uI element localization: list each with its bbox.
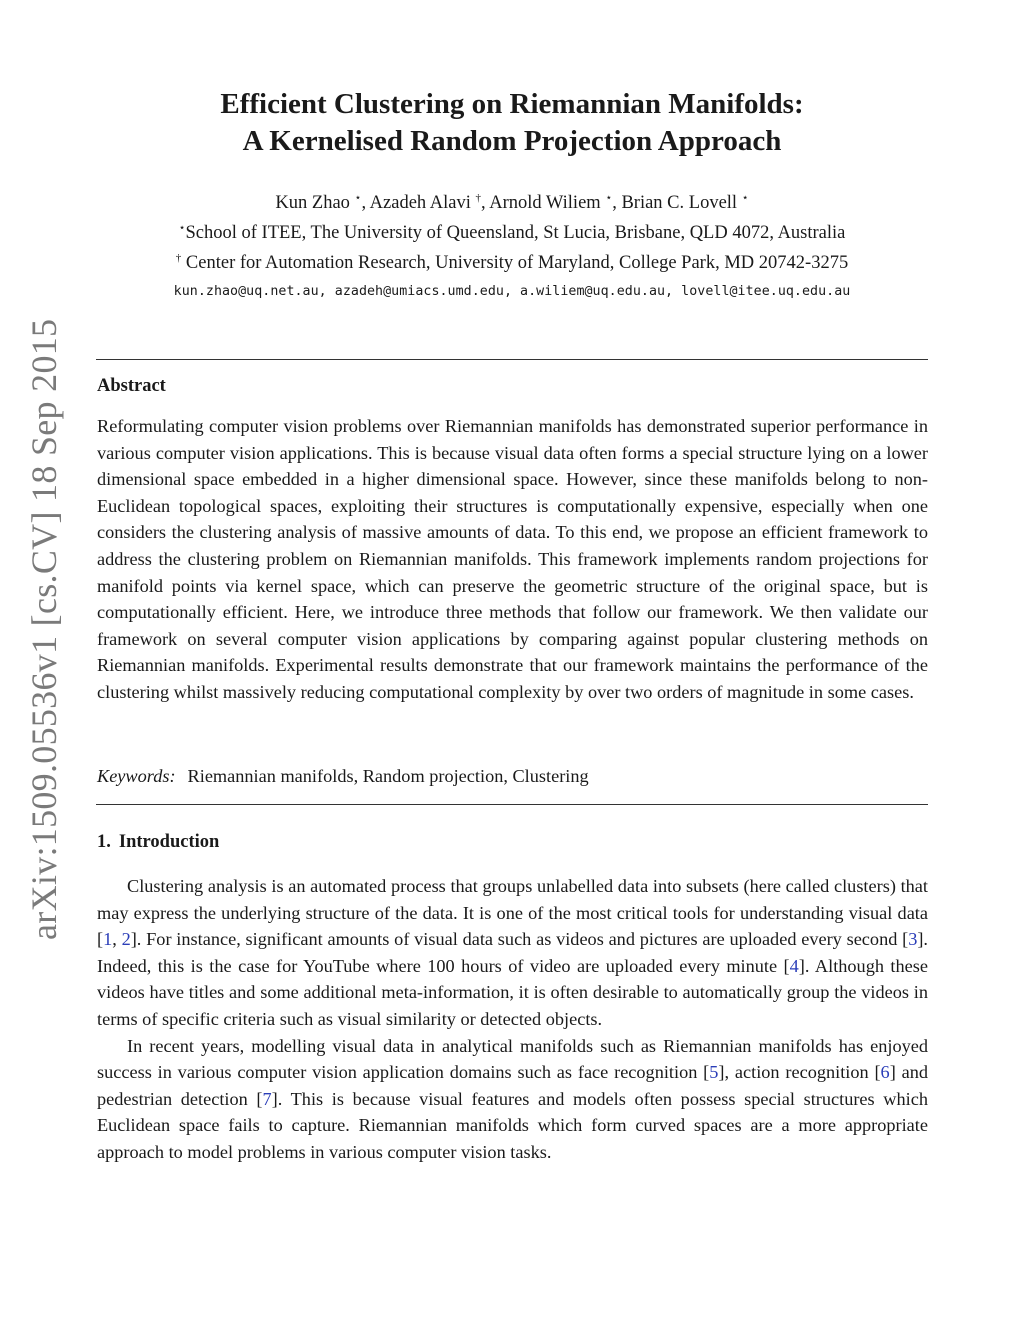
paper-title-line-1: Efficient Clustering on Riemannian Manifolds: xyxy=(220,88,804,120)
paragraph-text: ]. Indeed, this is the case for YouTube where 100 hours of video are uploaded every minute [ xyxy=(97,929,929,976)
section-title: Introduction xyxy=(118,832,220,852)
author-separator: , xyxy=(481,193,490,214)
affiliation-mark: ⋆ xyxy=(741,192,749,204)
affiliation-mark: † xyxy=(475,192,481,204)
author-name: Azadeh Alavi xyxy=(369,193,471,214)
author-emails: kun.zhao@uq.net.au, azadeh@umiacs.umd.edu, a.wiliem@uq.edu.au, lovell@itee.uq.edu.au xyxy=(173,284,851,300)
citation-link[interactable]: 3 xyxy=(908,929,918,950)
abstract-heading: Abstract xyxy=(97,376,166,396)
author-list xyxy=(96,186,928,216)
paragraph-text: , xyxy=(112,929,122,950)
author-separator: , xyxy=(361,193,370,214)
citation-link[interactable]: 2 xyxy=(121,929,131,950)
citation-link[interactable]: 7 xyxy=(262,1088,272,1109)
paragraph-text: ]. For instance, significant amounts of visual data such as videos and pictures are uploaded every second [ xyxy=(130,929,909,950)
abstract-top-rule xyxy=(96,359,928,360)
arxiv-identifier-stamp: arXiv:1509.05536v1 [cs.CV] 18 Sep 2015 xyxy=(24,318,64,940)
abstract-text: Reformulating computer vision problems over Riemannian manifolds has demonstrated superior performance in various computer vision applications. This is because visual data often forms a special structure lying on a lower dimensional space embedded in a higher dimensional space. However, since these manifolds belong to non-Euclidean topological spaces, exploiting their structures is computationally expensive, especially when one considers the clustering analysis of massive amounts of data. To this end, we propose an efficient framework to address the clustering problem on Riemannian manifolds. This framework implements random projections for manifold points via kernel space, which can preserve the geometric structure of the original space, but is computationally efficient. Here, we introduce three methods that follow our framework. We then validate our framework on several computer vision applications by comparing against popular clustering methods on Riemannian manifolds. Experimental results demonstrate that our framework maintains the performance of the clustering whilst massively reducing computational complexity by over two orders of magnitude in some cases. xyxy=(97,416,928,702)
paper-title-line-2: A Kernelised Random Projection Approach xyxy=(242,125,782,157)
keywords-label: Keywords: xyxy=(97,766,176,786)
authors-block xyxy=(96,186,928,304)
citation-link[interactable]: 5 xyxy=(709,1062,719,1083)
introduction-body xyxy=(97,873,928,1166)
paragraph-text: ]. This is because visual features and models often possess special structures which Euclidean space fails to capture. Riemannian manifolds which form curved spaces are a more appropriate approach to model problems in various computer vision tasks. xyxy=(97,1088,928,1162)
affiliation-line xyxy=(96,246,928,276)
affiliation-line xyxy=(96,216,928,246)
author-separator: , xyxy=(612,193,622,214)
author-name: Kun Zhao xyxy=(275,193,350,214)
paragraph-text: ] and pedestrian detection [ xyxy=(97,1062,928,1109)
author-name: Arnold Wiliem xyxy=(489,193,601,214)
affiliation-text: School of ITEE, The University of Queensland, St Lucia, Brisbane, QLD 4072, Australia xyxy=(185,223,846,244)
affiliation-text: Center for Automation Research, University of Maryland, College Park, MD 20742-3275 xyxy=(181,253,849,274)
introduction-paragraph xyxy=(97,873,928,1033)
affiliation-mark: ⋆ xyxy=(354,192,362,204)
citation-link[interactable]: 1 xyxy=(103,929,113,950)
paragraph-text: ], action recognition [ xyxy=(718,1062,881,1083)
paper-title xyxy=(96,86,928,160)
affiliation-mark: ⋆ xyxy=(605,192,613,204)
abstract-bottom-rule xyxy=(96,804,928,805)
paragraph-text: Clustering analysis is an automated process that groups unlabelled data into subsets (here called clusters) that may express the underlying structure of the data. It is one of the most critical tools for understanding visual data [ xyxy=(97,876,928,950)
citation-link[interactable]: 4 xyxy=(789,955,799,976)
paragraph-text: ]. Although these videos have titles and some additional meta-information, it is often desirable to automatically group the videos in terms of specific criteria such as visual similarity or detected objects. xyxy=(97,955,928,1029)
author-name: Brian C. Lovell xyxy=(621,193,738,214)
affiliation-mark: † xyxy=(175,252,182,265)
citation-link[interactable]: 6 xyxy=(880,1062,890,1083)
keywords-text: Riemannian manifolds, Random projection, Clustering xyxy=(187,766,589,786)
section-heading-introduction xyxy=(97,832,219,853)
section-number: 1. xyxy=(97,832,111,852)
introduction-paragraph xyxy=(97,1033,928,1166)
affiliation-mark: ⋆ xyxy=(178,222,186,235)
paragraph-text: In recent years, modelling visual data in analytical manifolds such as Riemannian manifolds has enjoyed success in various computer vision application domains such as face recognition [ xyxy=(97,1035,928,1083)
keywords xyxy=(97,766,928,787)
